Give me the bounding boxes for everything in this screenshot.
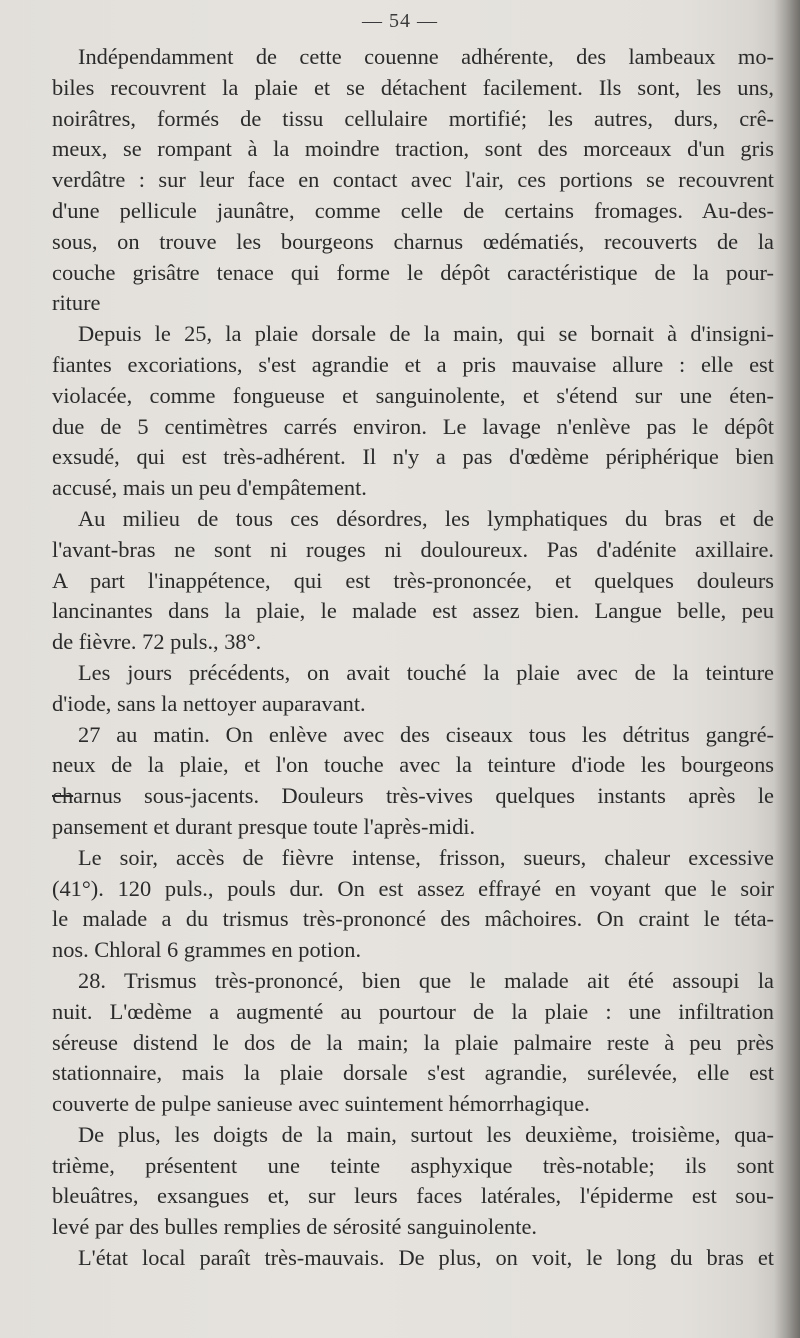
text-line: meux, se rompant à la moindre traction, sont des morceaux d'un gris <box>52 136 774 162</box>
text-line: de fièvre. 72 puls., 38°. <box>52 629 262 655</box>
text-line: 27 au matin. On enlève avec des ciseaux tous les détritus gangré- <box>78 721 774 747</box>
text-line: verdâtre : sur leur face en contact avec l'air, ces portions se recouvrent <box>52 167 774 193</box>
text-line: séreuse distend le dos de la main; la plaie palmaire reste à peu près <box>52 1029 774 1055</box>
text-line: trième, présentent une teinte asphyxique très-notable; ils sont <box>52 1152 774 1178</box>
text-line: Le soir, accès de fièvre intense, frisson, sueurs, chaleur excessive <box>78 844 774 870</box>
text-line: De plus, les doigts de la main, surtout les deuxième, troisième, qua- <box>78 1121 774 1147</box>
text-line: (41°). 120 puls., pouls dur. On est assez effrayé en voyant que le soir <box>52 875 774 901</box>
text-line: Depuis le 25, la plaie dorsale de la main, qui se bornait à d'insigni- <box>78 321 774 347</box>
page-number: — 54 — <box>362 10 438 32</box>
text-line: d'une pellicule jaunâtre, comme celle de certains fromages. Au-des- <box>52 197 774 223</box>
text-line: couverte de pulpe sanieuse avec suintement hémorrhagique. <box>52 1091 590 1117</box>
page-edge-shadow <box>774 0 800 1338</box>
text-line: bleuâtres, exsangues et, sur leurs faces latérales, l'épiderme est sou- <box>52 1183 774 1209</box>
text-line: Les jours précédents, on avait touché la plaie avec de la teinture <box>78 659 774 685</box>
text-line: nos. Chloral 6 grammes en potion. <box>52 937 362 963</box>
text-line: 28. Trismus très-prononcé, bien que le malade ait été assoupi la <box>78 967 774 993</box>
text-line: levé par des bulles remplies de sérosité sanguinolente. <box>52 1214 537 1240</box>
text-line: violacée, comme fongueuse et sanguinolente, et s'étend sur une éten- <box>52 382 774 408</box>
text-line: couche grisâtre tenace qui forme le dépôt caractéristique de la pour- <box>52 259 774 285</box>
text-line: riture <box>52 290 101 316</box>
text-line: Indépendamment de cette couenne adhérente, des lambeaux mo- <box>78 44 774 69</box>
text-line: A part l'inappétence, qui est très-prononcée, et quelques douleurs <box>52 567 774 593</box>
text-line: sous, on trouve les bourgeons charnus œdématiés, recouverts de la <box>52 228 774 254</box>
text-line: stationnaire, mais la plaie dorsale s'est agrandie, surélevée, elle est <box>52 1060 774 1086</box>
text-line: Au milieu de tous ces désordres, les lymphatiques du bras et de <box>78 505 774 531</box>
text-line: charnus sous-jacents. Douleurs très-vives quelques instants après le <box>52 783 774 809</box>
text-line: biles recouvrent la plaie et se détachent facilement. Ils sont, les uns, <box>52 74 774 100</box>
text-line: l'avant-bras ne sont ni rouges ni douloureux. Pas d'adénite axillaire. <box>52 536 774 562</box>
text-line: pansement et durant presque toute l'après-midi. <box>52 813 476 839</box>
text-line: L'état local paraît très-mauvais. De plus, on voit, le long du bras et <box>78 1245 774 1271</box>
body-text <box>52 42 774 1274</box>
text-line: accusé, mais un peu d'empâtement. <box>52 475 367 501</box>
text-line: nuit. L'œdème a augmenté au pourtour de la plaie : une infiltration <box>52 998 774 1024</box>
text-line: d'iode, sans la nettoyer auparavant. <box>52 690 366 716</box>
text-line: neux de la plaie, et l'on touche avec la teinture d'iode les bourgeons <box>52 752 774 778</box>
text-line: exsudé, qui est très-adhérent. Il n'y a pas d'œdème périphérique bien <box>52 444 774 470</box>
text-line: noirâtres, formés de tissu cellulaire mortifié; les autres, durs, crê- <box>52 105 774 131</box>
text-line: due de 5 centimètres carrés environ. Le lavage n'enlève pas le dépôt <box>52 413 774 439</box>
text-line: fiantes excoriations, s'est agrandie et a pris mauvaise allure : elle est <box>52 351 774 377</box>
text-line: le malade a du trismus très-prononcé des mâchoires. On craint le téta- <box>52 906 774 932</box>
text-line: lancinantes dans la plaie, le malade est assez bien. Langue belle, peu <box>52 598 774 624</box>
